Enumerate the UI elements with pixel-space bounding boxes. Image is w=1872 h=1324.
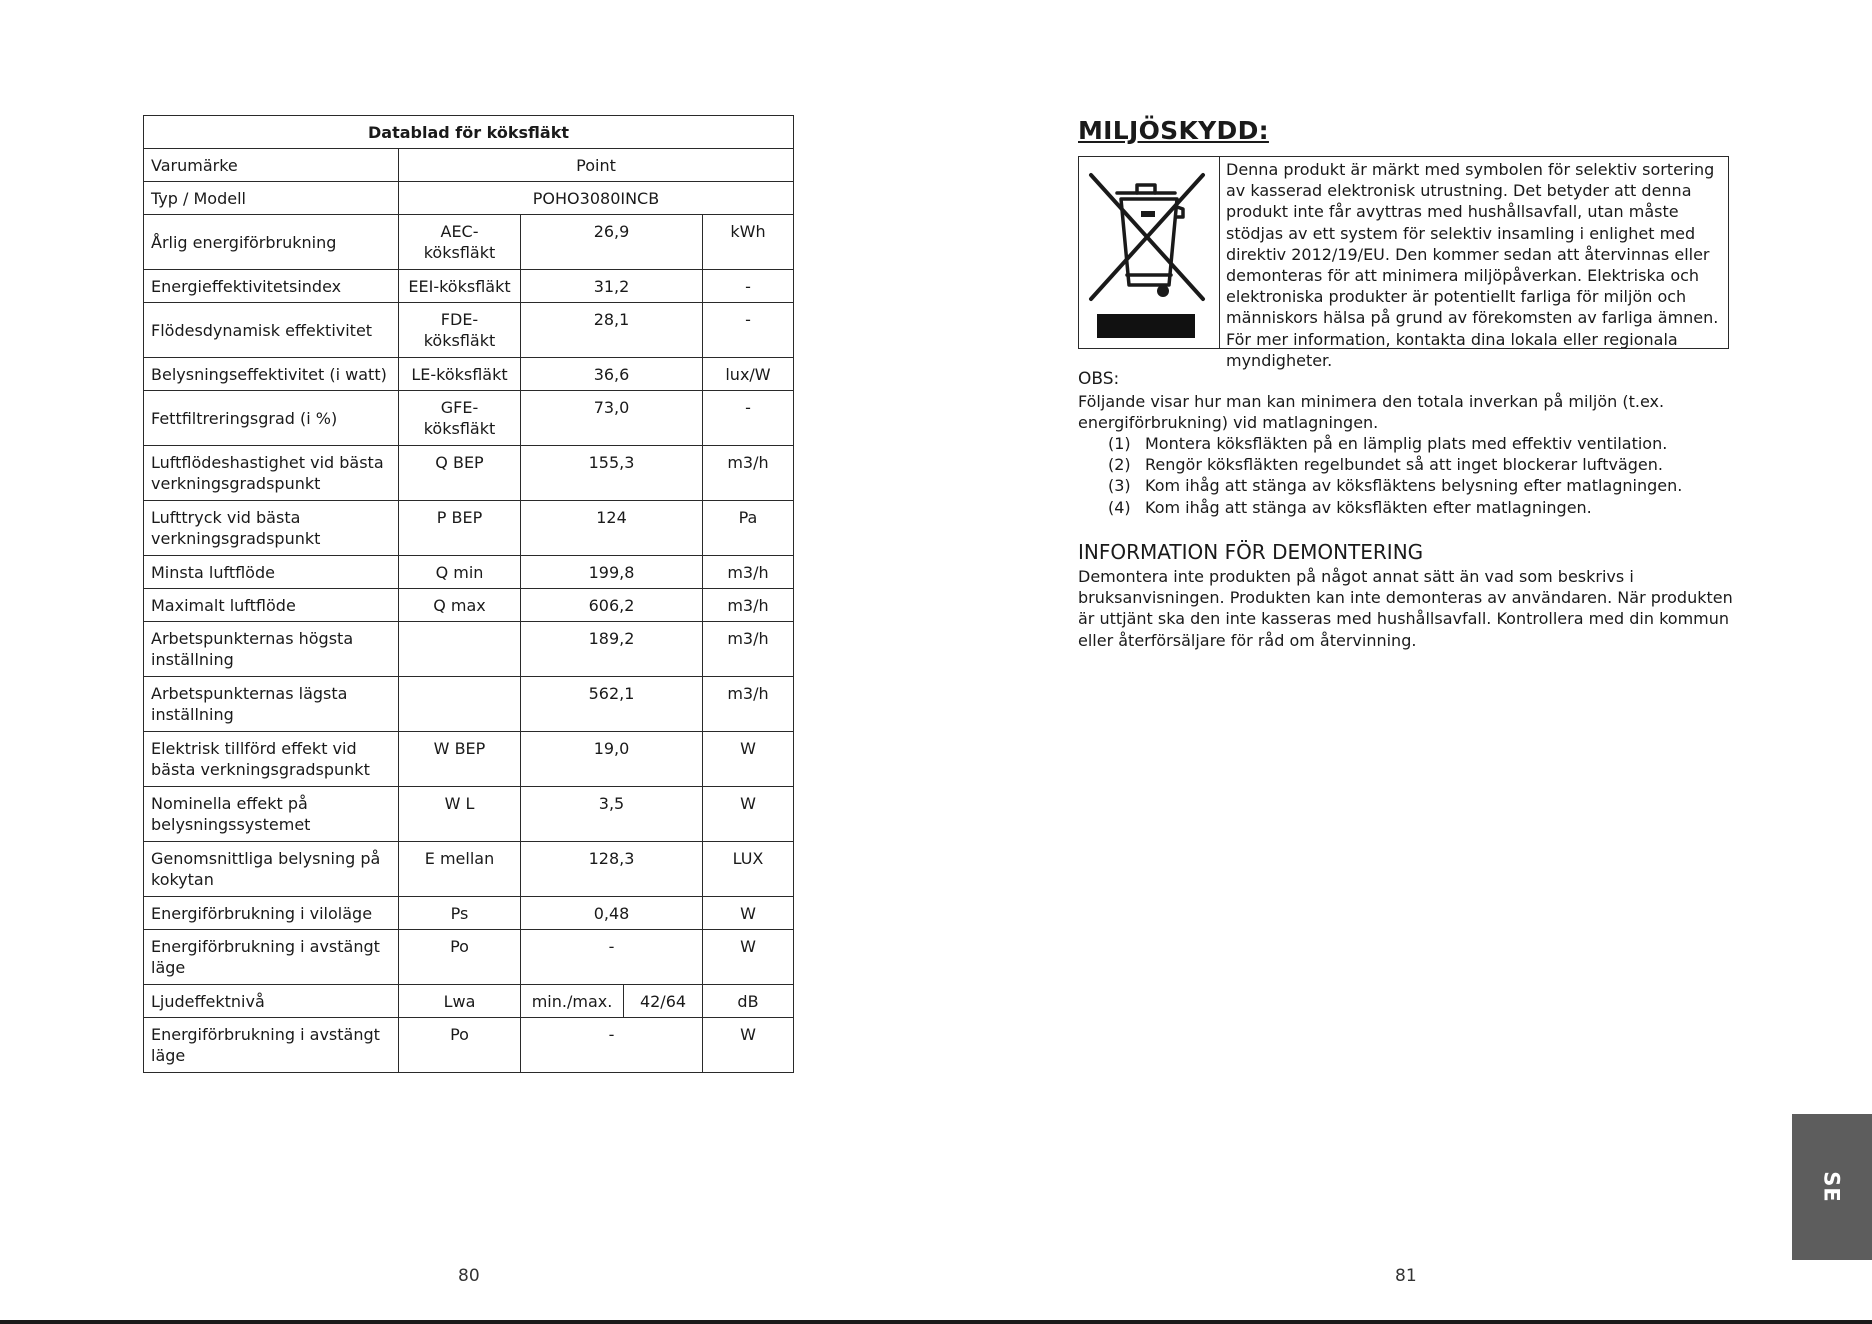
row-label: Genomsnittliga belysning på kokytan	[144, 842, 399, 897]
list-item-number: (3)	[1108, 476, 1131, 496]
table-row	[144, 732, 794, 787]
obs-list	[1108, 433, 1768, 518]
row-label: Flödesdynamisk effektivitet	[144, 303, 399, 358]
row-value: 26,9	[521, 215, 703, 270]
obs-intro: Följande visar hur man kan minimera den totala inverkan på miljön (t.ex. energiförbrukning) vid matlagningen.	[1078, 392, 1665, 433]
row-value: 73,0	[521, 391, 703, 446]
row-unit: lux/W	[703, 358, 794, 391]
page-number-right: 81	[1395, 1266, 1417, 1286]
row-label: Arbetspunkternas lägsta inställning	[144, 677, 399, 732]
row-symbol: AEC-köksfläkt	[399, 215, 521, 270]
list-item-number: (1)	[1108, 434, 1131, 453]
list-item-number: (2)	[1108, 455, 1131, 475]
row-unit: dB	[703, 985, 794, 1018]
row-label: Energieffektivitetsindex	[144, 270, 399, 303]
row-symbol: P BEP	[399, 501, 521, 556]
weee-symbol-cell	[1079, 157, 1220, 348]
table-row	[144, 842, 794, 897]
row-value: 31,2	[521, 270, 703, 303]
table-row	[144, 501, 794, 556]
row-unit: m3/h	[703, 446, 794, 501]
list-item	[1108, 497, 1768, 518]
row-unit: -	[703, 270, 794, 303]
row-symbol: Po	[399, 1018, 521, 1073]
row-unit: -	[703, 391, 794, 446]
table-row-sound	[144, 985, 794, 1018]
row-value: 42/64	[624, 985, 703, 1018]
row-value: -	[521, 930, 703, 985]
list-item-text: Rengör köksfläkten regelbundet så att inget blockerar luftvägen.	[1145, 455, 1663, 475]
table-row	[144, 622, 794, 677]
table-row	[144, 930, 794, 985]
row-unit: LUX	[703, 842, 794, 897]
row-unit: m3/h	[703, 556, 794, 589]
row-symbol: LE-köksfläkt	[399, 358, 521, 391]
row-label: Elektrisk tillförd effekt vid bästa verkningsgradspunkt	[144, 732, 399, 787]
row-unit: kWh	[703, 215, 794, 270]
table-row	[144, 556, 794, 589]
row-label: Arbetspunkternas högsta inställning	[144, 622, 399, 677]
row-value: 3,5	[521, 787, 703, 842]
row-unit: m3/h	[703, 622, 794, 677]
row-unit: Pa	[703, 501, 794, 556]
row-unit: -	[703, 303, 794, 358]
row-symbol: Q max	[399, 589, 521, 622]
row-unit: W	[703, 897, 794, 930]
table-row	[144, 391, 794, 446]
row-symbol	[399, 677, 521, 732]
weee-notice-box	[1078, 156, 1729, 370]
table-row	[144, 1018, 794, 1073]
row-value: 128,3	[521, 842, 703, 897]
row-symbol: W L	[399, 787, 521, 842]
row-symbol: Lwa	[399, 985, 521, 1018]
row-symbol: Q BEP	[399, 446, 521, 501]
row-unit: W	[703, 787, 794, 842]
row-value: 0,48	[521, 897, 703, 930]
table-row	[144, 787, 794, 842]
row-label: Lufttryck vid bästa verkningsgradspunkt	[144, 501, 399, 556]
row-value: 189,2	[521, 622, 703, 677]
table-row	[144, 215, 794, 270]
row-value: 562,1	[521, 677, 703, 732]
bottom-rule	[0, 1320, 1872, 1324]
row-value: -	[521, 1018, 703, 1073]
dismantling-info-text: Demontera inte produkten på något annat sätt än vad som beskrivs i bruksanvisningen. Produkten kan inte demonteras av användaren. När produkten är uttjänt ska den inte kasseras med hushållsavfall. Kontrollera med din kommun eller återförsäljare för råd om återvinning.	[1078, 567, 1733, 650]
crossed-out-wheelie-bin-icon	[1079, 157, 1220, 348]
row-label: Nominella effekt på belysningssystemet	[144, 787, 399, 842]
row-label: Fettfiltreringsgrad (i %)	[144, 391, 399, 446]
list-item-number: (4)	[1108, 497, 1131, 517]
table-row	[144, 677, 794, 732]
row-unit: W	[703, 930, 794, 985]
row-unit: W	[703, 732, 794, 787]
page-number-left: 80	[458, 1266, 480, 1286]
row-symbol: Po	[399, 930, 521, 985]
row-symbol: FDE-köksfläkt	[399, 303, 521, 358]
dismantling-info-title: INFORMATION FÖR DEMONTERING	[1078, 540, 1424, 564]
row-symbol: EEI-köksfläkt	[399, 270, 521, 303]
obs-title: OBS:	[1078, 369, 1120, 389]
table-title: Datablad för köksfläkt	[144, 116, 794, 149]
row-unit: m3/h	[703, 677, 794, 732]
row-symbol	[399, 622, 521, 677]
row-qualifier: min./max.	[521, 985, 624, 1018]
row-value: 28,1	[521, 303, 703, 358]
table-row	[144, 897, 794, 930]
table-row	[144, 589, 794, 622]
row-unit: W	[703, 1018, 794, 1073]
row-label: Maximalt luftflöde	[144, 589, 399, 622]
list-item-text: Montera köksfläkten på en lämplig plats med effektiv ventilation.	[1145, 434, 1668, 453]
environment-heading: MILJÖSKYDD:	[1078, 116, 1269, 145]
row-label: Energiförbrukning i avstängt läge	[144, 930, 399, 985]
brand-label: Varumärke	[144, 149, 399, 182]
list-item	[1108, 475, 1768, 496]
row-value: 124	[521, 501, 703, 556]
brand-value: Point	[399, 149, 794, 182]
list-item-text: Kom ihåg att stänga av köksfläkten efter matlagningen.	[1145, 497, 1592, 517]
list-item	[1108, 433, 1768, 454]
row-value: 199,8	[521, 556, 703, 589]
row-value: 36,6	[521, 358, 703, 391]
table-row	[144, 303, 794, 358]
row-label: Energiförbrukning i viloläge	[144, 897, 399, 930]
row-value: 19,0	[521, 732, 703, 787]
datasheet-table	[143, 115, 794, 1073]
row-label: Belysningseffektivitet (i watt)	[144, 358, 399, 391]
table-row	[144, 270, 794, 303]
language-tab	[1792, 1114, 1872, 1260]
language-tab-label: SE	[1819, 1171, 1844, 1203]
list-item	[1108, 454, 1768, 475]
table-row	[144, 446, 794, 501]
weee-notice-text: Denna produkt är märkt med symbolen för selektiv sortering av kasserad elektronisk utrustning. Det betyder att denna produkt inte får avyttras med hushållsavfall, utan måste stödjas av ett system för selektiv insamling i enlighet med direktiv 2012/19/EU. Den kommer sedan att återvinnas eller demonteras för att minimera miljöpåverkan. Elektriska och elektroniska produkter är potentiellt farliga för miljön och människors hälsa på grund av förekomsten av farliga ämnen. För mer information, kontakta dina lokala eller regionala myndigheter.	[1226, 160, 1719, 370]
row-label: Energiförbrukning i avstängt läge	[144, 1018, 399, 1073]
table-row	[144, 358, 794, 391]
list-item-text: Kom ihåg att stänga av köksfläktens belysning efter matlagningen.	[1145, 476, 1683, 496]
row-label: Årlig energiförbrukning	[144, 215, 399, 270]
row-value: 155,3	[521, 446, 703, 501]
row-label: Luftflödeshastighet vid bästa verkningsgradspunkt	[144, 446, 399, 501]
row-label: Minsta luftflöde	[144, 556, 399, 589]
model-value: POHO3080INCB	[399, 182, 794, 215]
row-unit: m3/h	[703, 589, 794, 622]
row-label: Ljudeffektnivå	[144, 985, 399, 1018]
model-label: Typ / Modell	[144, 182, 399, 215]
row-symbol: E mellan	[399, 842, 521, 897]
row-symbol: Ps	[399, 897, 521, 930]
row-symbol: GFE-köksfläkt	[399, 391, 521, 446]
row-value: 606,2	[521, 589, 703, 622]
row-symbol: Q min	[399, 556, 521, 589]
row-symbol: W BEP	[399, 732, 521, 787]
